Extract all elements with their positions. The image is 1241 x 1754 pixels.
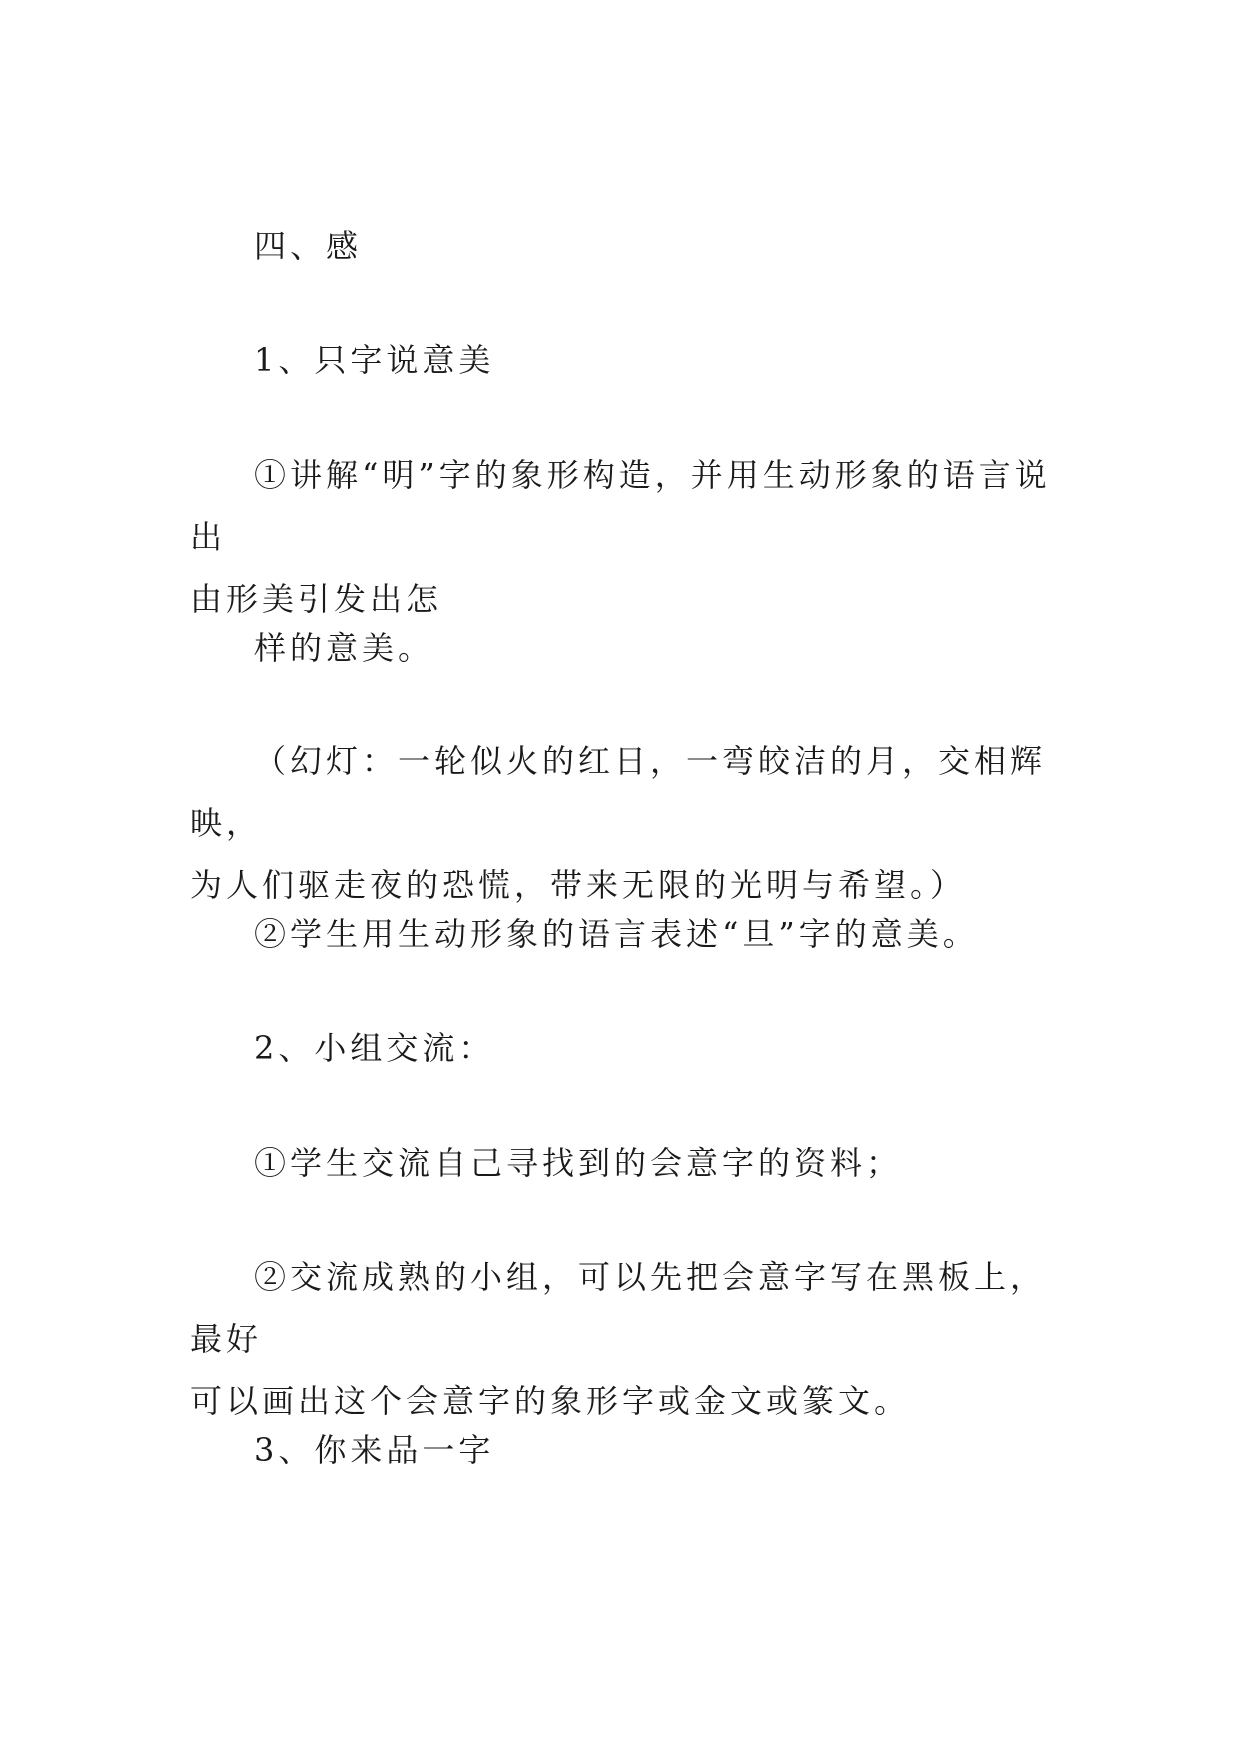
- paragraph-line: 为人们驱走夜的恐慌，带来无限的光明与希望。）: [190, 866, 967, 904]
- paragraph-line: ①讲解“明”字的象形构造，并用生动形象的语言说出: [190, 456, 1051, 556]
- paragraph-line: ②交流成熟的小组，可以先把会意字写在黑板上，最好: [190, 1258, 1047, 1358]
- paragraph-line: 由形美引发出怎: [190, 580, 443, 618]
- paragraph-line: 样的意美。: [254, 629, 435, 667]
- section-heading: [190, 215, 1070, 277]
- paragraph-line: 可以画出这个会意字的象形字或金文或篆文。: [190, 1382, 911, 1420]
- paragraph-line: （幻灯：一轮似火的红日，一弯皎洁的月，交相辉映，: [190, 742, 1047, 842]
- paragraph: [190, 1132, 1070, 1194]
- paragraph-line: ②学生用生动形象的语言表述“旦”字的意美。: [254, 915, 979, 953]
- paragraph-line: 3、你来品一字: [254, 1431, 495, 1469]
- paragraph-line: ①学生交流自己寻找到的会意字的资料；: [254, 1144, 903, 1182]
- paragraph-line: 四、感: [254, 227, 363, 265]
- paragraph-line: 1、只字说意美: [254, 341, 495, 379]
- paragraph: [190, 444, 1070, 630]
- paragraph: [190, 1246, 1070, 1432]
- paragraph: [190, 903, 1070, 965]
- subsection-heading: [190, 1017, 1070, 1079]
- subsection-heading: [190, 329, 1070, 391]
- paragraph: [190, 617, 1070, 679]
- paragraph: [190, 730, 1070, 916]
- subsection-heading: [190, 1419, 1070, 1481]
- paragraph-line: 2、小组交流：: [254, 1029, 495, 1067]
